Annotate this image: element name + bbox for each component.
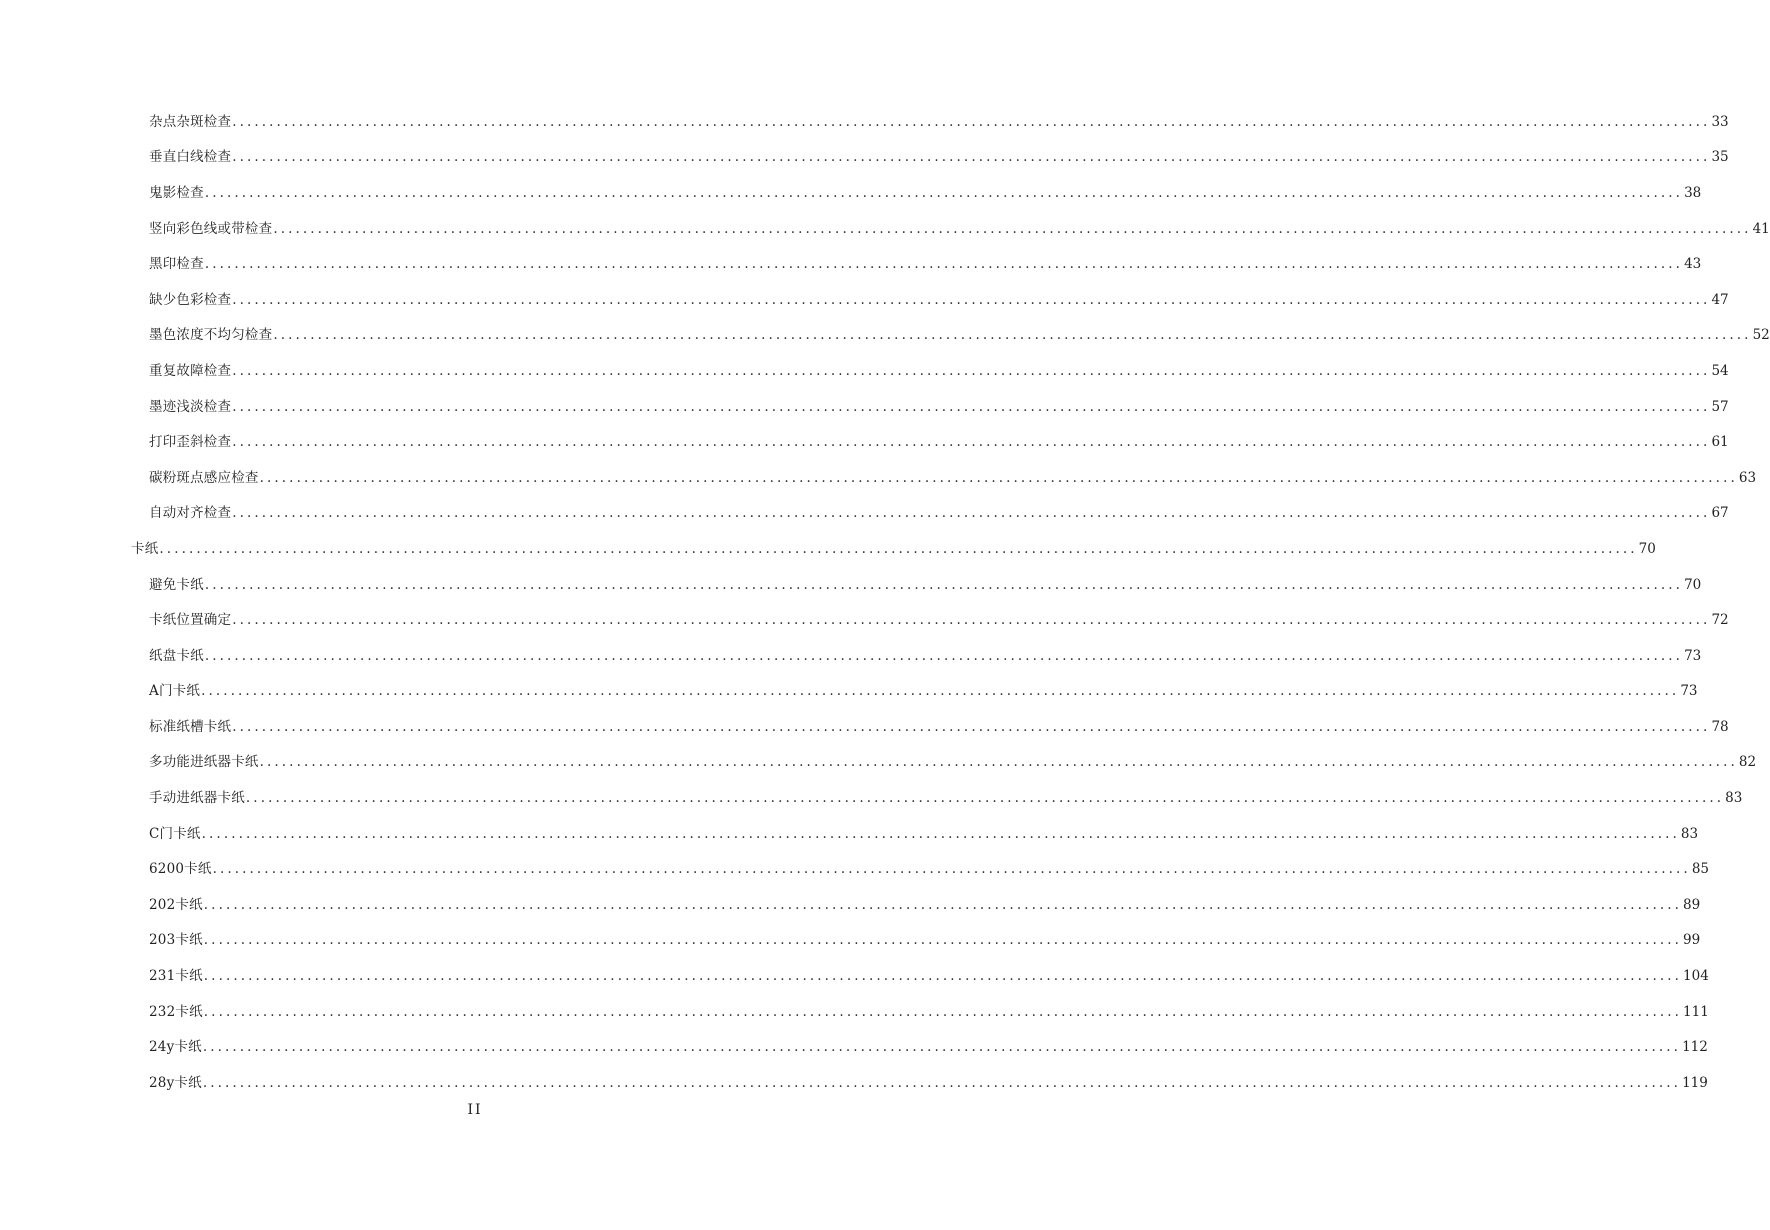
toc-entry[interactable]: [0, 674, 1698, 710]
toc-entry[interactable]: [0, 709, 1729, 745]
toc-dot-leader: ........................................................................................................................................................................................................: [232, 398, 1711, 415]
toc-entry[interactable]: [0, 424, 1729, 460]
toc-entry-title: A门卡纸: [149, 683, 201, 700]
toc-entry[interactable]: [0, 816, 1699, 852]
toc-entry-page: 82: [1738, 754, 1757, 771]
toc-entry-title: 鬼影检查: [149, 184, 204, 201]
table-of-contents: [0, 104, 1770, 1101]
toc-entry-page: 112: [1682, 1039, 1708, 1056]
toc-entry-title: 202卡纸: [149, 896, 203, 913]
toc-dot-leader: ........................................................................................................................................................................................................: [203, 932, 1683, 949]
toc-dot-leader: ........................................................................................................................................................................................................: [201, 683, 1680, 700]
toc-entry-title: 标准纸槽卡纸: [149, 718, 232, 735]
toc-dot-leader: ........................................................................................................................................................................................................: [273, 327, 1752, 344]
toc-entry-page: 57: [1711, 398, 1729, 415]
toc-entry-title: 231卡纸: [149, 968, 203, 985]
toc-dot-leader: ........................................................................................................................................................................................................: [159, 540, 1638, 557]
toc-entry[interactable]: [0, 104, 1729, 140]
toc-dot-leader: ........................................................................................................................................................................................................: [201, 825, 1680, 842]
toc-entry-page: 33: [1711, 113, 1729, 130]
toc-dot-leader: ........................................................................................................................................................................................................: [203, 1003, 1683, 1020]
toc-entry-title: C门卡纸: [149, 825, 201, 842]
toc-dot-leader: ........................................................................................................................................................................................................: [204, 576, 1684, 593]
toc-entry-page: 61: [1711, 434, 1729, 451]
toc-entry-page: 52: [1752, 327, 1770, 344]
toc-entry-page: 73: [1680, 683, 1698, 700]
toc-entry-title: 232卡纸: [149, 1003, 203, 1020]
toc-dot-leader: ........................................................................................................................................................................................................: [259, 469, 1738, 486]
toc-entry-page: 72: [1711, 612, 1729, 629]
toc-dot-leader: ........................................................................................................................................................................................................: [232, 149, 1711, 166]
toc-entry-page: 83: [1725, 790, 1743, 807]
toc-entry-title: 避免卡纸: [149, 576, 204, 593]
toc-dot-leader: ........................................................................................................................................................................................................: [212, 861, 1691, 878]
toc-entry-page: 54: [1711, 362, 1729, 379]
toc-entry-page: 104: [1683, 968, 1709, 985]
toc-entry-title: 重复故障检查: [149, 362, 232, 379]
toc-entry[interactable]: [0, 1029, 1708, 1065]
toc-dot-leader: ........................................................................................................................................................................................................: [202, 1074, 1682, 1091]
toc-dot-leader: ........................................................................................................................................................................................................: [232, 434, 1711, 451]
toc-entry-page: 85: [1691, 861, 1710, 878]
toc-dot-leader: ........................................................................................................................................................................................................: [232, 612, 1711, 629]
toc-entry[interactable]: [0, 211, 1770, 247]
toc-entry[interactable]: [0, 602, 1729, 638]
toc-entry-page: 119: [1682, 1074, 1708, 1091]
toc-entry[interactable]: [0, 780, 1743, 816]
toc-entry-page: 70: [1638, 540, 1656, 557]
toc-entry-title: 卡纸: [131, 540, 159, 557]
toc-dot-leader: ........................................................................................................................................................................................................: [232, 718, 1711, 735]
toc-entry-title: 墨迹浅淡检查: [149, 398, 232, 415]
toc-entry-title: 纸盘卡纸: [149, 647, 204, 664]
toc-entry-page: 70: [1684, 576, 1702, 593]
toc-dot-leader: ........................................................................................................................................................................................................: [204, 184, 1684, 201]
toc-dot-leader: ........................................................................................................................................................................................................: [232, 505, 1711, 522]
toc-dot-leader: ........................................................................................................................................................................................................: [203, 896, 1683, 913]
toc-entry-page: 89: [1683, 896, 1701, 913]
toc-entry-title: 自动对齐检查: [149, 505, 232, 522]
page-number: II: [467, 1102, 483, 1118]
toc-entry[interactable]: [0, 460, 1757, 496]
toc-entry-page: 83: [1680, 825, 1699, 842]
toc-entry[interactable]: [0, 531, 1656, 567]
toc-entry[interactable]: [0, 246, 1702, 282]
toc-entry-page: 47: [1711, 291, 1729, 308]
toc-dot-leader: ........................................................................................................................................................................................................: [273, 220, 1752, 237]
toc-entry-page: 63: [1738, 469, 1757, 486]
toc-entry-title: 杂点杂斑检查: [149, 113, 232, 130]
toc-entry[interactable]: [0, 745, 1757, 781]
toc-dot-leader: ........................................................................................................................................................................................................: [232, 362, 1711, 379]
toc-dot-leader: ........................................................................................................................................................................................................: [203, 968, 1683, 985]
toc-dot-leader: ........................................................................................................................................................................................................: [232, 291, 1711, 308]
toc-entry-page: 35: [1711, 149, 1729, 166]
toc-entry[interactable]: [0, 638, 1702, 674]
toc-entry-title: 卡纸位置确定: [149, 612, 232, 629]
toc-dot-leader: ........................................................................................................................................................................................................: [204, 647, 1684, 664]
toc-entry-title: 碳粉斑点感应检查: [149, 469, 259, 486]
toc-entry-page: 67: [1711, 505, 1729, 522]
toc-entry-page: 43: [1684, 256, 1702, 273]
toc-entry[interactable]: [0, 851, 1710, 887]
toc-entry-page: 41: [1752, 220, 1770, 237]
toc-entry[interactable]: [0, 923, 1701, 959]
toc-entry-page: 111: [1683, 1003, 1709, 1020]
toc-entry[interactable]: [0, 318, 1770, 354]
toc-entry-title: 24y卡纸: [149, 1039, 202, 1056]
toc-entry[interactable]: [0, 175, 1702, 211]
toc-entry-page: 78: [1711, 718, 1729, 735]
toc-dot-leader: ........................................................................................................................................................................................................: [259, 754, 1738, 771]
toc-entry[interactable]: [0, 1065, 1708, 1101]
toc-dot-leader: ........................................................................................................................................................................................................: [204, 256, 1684, 273]
toc-entry-title: 垂直白线检查: [149, 149, 232, 166]
toc-entry-title: 6200卡纸: [149, 861, 212, 878]
toc-entry-title: 墨色浓度不均匀检查: [149, 327, 273, 344]
toc-entry-title: 28y卡纸: [149, 1074, 202, 1091]
toc-entry-title: 缺少色彩检查: [149, 291, 232, 308]
toc-dot-leader: ........................................................................................................................................................................................................: [202, 1039, 1682, 1056]
toc-entry-page: 38: [1684, 184, 1702, 201]
toc-entry-title: 黑印检查: [149, 256, 204, 273]
toc-dot-leader: ........................................................................................................................................................................................................: [232, 113, 1711, 130]
toc-entry-title: 手动进纸器卡纸: [149, 790, 245, 807]
toc-entry[interactable]: [0, 389, 1729, 425]
toc-entry-title: 多功能进纸器卡纸: [149, 754, 259, 771]
toc-dot-leader: ........................................................................................................................................................................................................: [245, 790, 1725, 807]
toc-entry-title: 竖向彩色线或带检查: [149, 220, 273, 237]
toc-entry-page: 73: [1684, 647, 1702, 664]
toc-entry[interactable]: [0, 567, 1702, 603]
toc-entry-page: 99: [1683, 932, 1701, 949]
toc-entry[interactable]: [0, 958, 1709, 994]
toc-entry[interactable]: [0, 887, 1701, 923]
toc-entry[interactable]: [0, 496, 1729, 532]
toc-entry[interactable]: [0, 994, 1709, 1030]
toc-entry-title: 203卡纸: [149, 932, 203, 949]
toc-entry[interactable]: [0, 282, 1729, 318]
toc-entry-title: 打印歪斜检查: [149, 434, 232, 451]
toc-entry[interactable]: [0, 140, 1729, 176]
toc-entry[interactable]: [0, 353, 1729, 389]
